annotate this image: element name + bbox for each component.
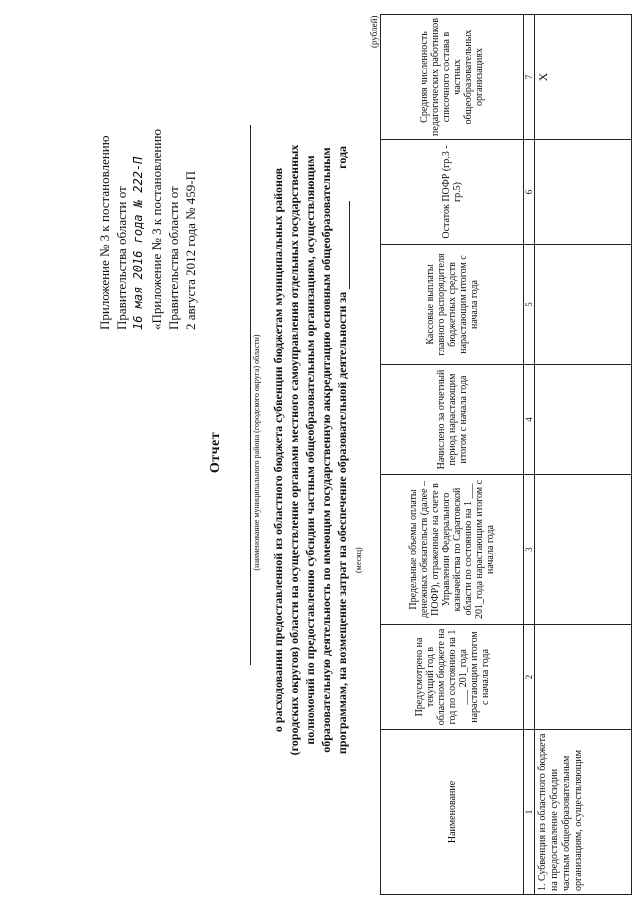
appendix-old-block xyxy=(148,129,199,330)
header-pofr-balance: Остаток ПОФР (гр.3 - гр.5) xyxy=(381,140,524,245)
row-cell-pofr-balance xyxy=(535,140,632,245)
heading-line5-suffix: года xyxy=(335,145,349,169)
header-cash-payments: Кассовые выплаты главного распорядителя бюджетных средств нарастающим итогом с начала года xyxy=(381,245,524,365)
column-number: 2 xyxy=(524,625,535,730)
row-cell-staff-count: X xyxy=(535,15,632,140)
units-label: (рублей) xyxy=(369,15,379,48)
row-cell-planned xyxy=(535,625,632,730)
municipality-caption: (наименование муниципального района (городского округа) области) xyxy=(252,334,261,571)
row-cell-pofr xyxy=(535,475,632,625)
column-number: 1 xyxy=(524,730,535,895)
heading-line5-prefix: программам, на возмещение затрат на обеспечение образовательной деятельности за xyxy=(335,291,349,755)
row-cell-cash-payments xyxy=(535,245,632,365)
row-cell-accrued xyxy=(535,365,632,475)
row-name: 1. Субвенция из областного бюджета на предоставление субсидии частным общеобразовательным организациям, осуществляющим xyxy=(535,730,632,895)
appendix-new-line1: Приложение № 3 к постановлению xyxy=(97,135,112,330)
header-staff-count: Средняя численность педагогических работников списочного состава в частных общеобразовательных организациях xyxy=(381,15,524,140)
month-caption: (месяц) xyxy=(354,547,363,573)
report-title: Отчет xyxy=(208,431,223,474)
appendix-new-block xyxy=(96,136,147,330)
table-number-row xyxy=(524,15,535,895)
appendix-old-line1: «Приложение № 3 к постановлению xyxy=(149,129,164,330)
appendix-old-line3: 2 августа 2012 года № 459-П xyxy=(183,170,198,330)
column-number: 7 xyxy=(524,15,535,140)
appendix-new-line3: 16 мая 2016 года № 222-П xyxy=(131,156,145,330)
column-number: 4 xyxy=(524,365,535,475)
heading-line-period xyxy=(334,35,350,865)
heading-line: полномочий по предоставлению субсидии частным общеобразовательным организациям, осуществляющим xyxy=(303,155,317,745)
table-row xyxy=(535,15,632,895)
column-number: 3 xyxy=(524,475,535,625)
column-number: 5 xyxy=(524,245,535,365)
table-header-row xyxy=(381,15,524,895)
header-pofr: Предельные объемы оплаты денежных обязательств (далее – ПОФР), отраженные на счете в Управлении Федерального казначейства по Саратовской области по состоянию на 1 ___ 201_года нарастающим итогом с начала года xyxy=(381,475,524,625)
column-number: 6 xyxy=(524,140,535,245)
month-blank xyxy=(337,201,350,289)
header-accrued: Начислено за отчетный период нарастающим итогом с начала года xyxy=(381,365,524,475)
heading-line: образовательную деятельность по имеющим государственную аккредитацию основным общеобразовательным xyxy=(319,147,333,753)
header-planned: Предусмотрено на текущий год в областном бюджете на год по состоянию на 1 ___ 201_года нарастающим итогом с начала года xyxy=(381,625,524,730)
header-name: Наименование xyxy=(381,730,524,895)
report-heading xyxy=(270,35,350,865)
heading-line: о расходовании предоставленной из областного бюджета субвенции бюджетам муниципальных районов xyxy=(271,167,285,733)
heading-line: (городских округов) области на осуществление органами местного самоуправления отдельных государственных xyxy=(287,144,301,756)
appendix-old-line2: Правительства области от xyxy=(166,186,181,330)
municipality-blank-line xyxy=(250,125,251,665)
report-table xyxy=(380,14,632,895)
appendix-new-line2: Правительства области от xyxy=(114,186,129,330)
